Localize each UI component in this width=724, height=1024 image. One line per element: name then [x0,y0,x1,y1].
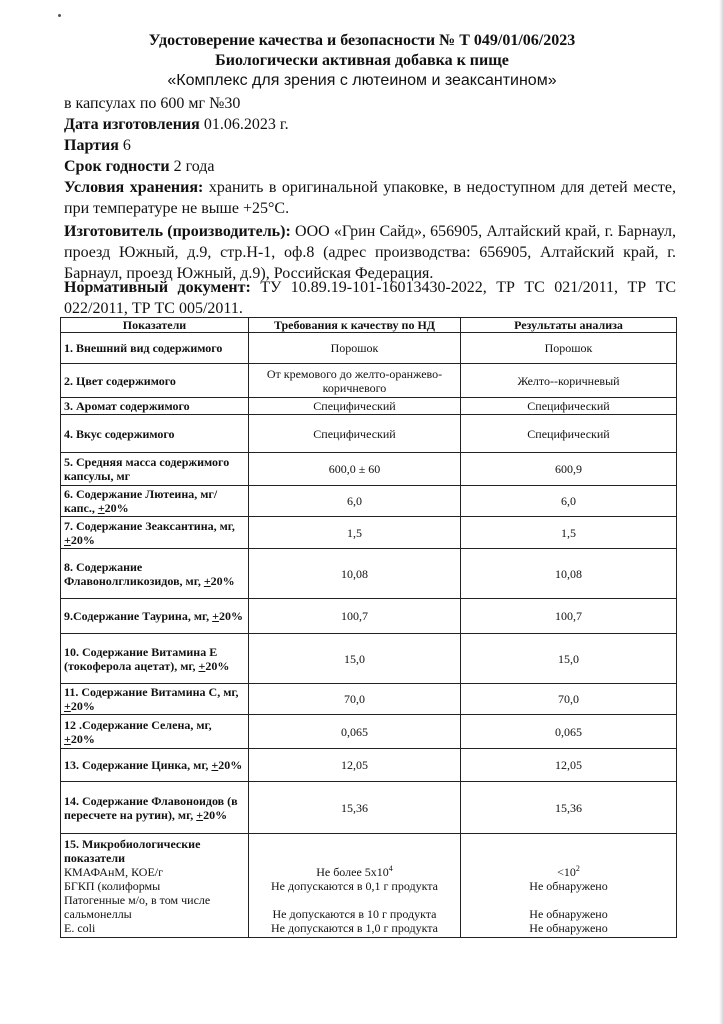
micro-bgkp-label: БГКП (колиформы [64,878,161,893]
storage-conditions [64,177,676,219]
micro-ecoli-label: E. coli [64,920,96,935]
batch-value: 6 [122,137,131,154]
micro-requirements-cell [249,834,461,938]
table-row [61,333,677,364]
product-name: «Комплекс для зрения с лютеином и зеаксантином» [167,72,557,89]
result-value: 12,05 [461,749,677,782]
micro-results-cell [461,834,677,938]
requirement-value: 1,5 [249,517,461,549]
micro-kmafanm-res: $<10^2$ [557,863,580,879]
table-row-microbiology [61,834,677,938]
micro-kmafanm-req: Не более $5х10^4$ [316,863,393,879]
requirement-value: 0,065 [249,715,461,749]
indicator-name: 6. Содержание Лютеина, мг/капс., +20% [61,486,249,517]
indicator-name: 13. Содержание Цинка, мг, +20% [61,749,249,782]
indicator-name: 10. Содержание Витамина Е (токоферола ацетат), мг, +20% [61,634,249,684]
micro-bgkp-res: Не обнаружено [529,878,608,893]
product-form: в капсулах по 600 мг №30 [64,95,241,112]
micro-title-line1: 15. Микробиологические [64,836,201,851]
result-value: 1,5 [461,517,677,549]
indicator-name: 4. Вкус содержимого [61,415,249,453]
storage-label: Условия хранения: [64,179,204,196]
indicator-name: 8. Содержание Флавонолгликозидов, мг, +20% [61,549,249,599]
manufacture-date-value: 01.06.2023 г. [203,116,289,133]
indicator-name: 9.Содержание Таурина, мг, +20% [61,599,249,634]
document-subtitle: Биологически активная добавка к пище [215,52,509,69]
micro-bgkp-req: Не допускаются в 0,1 г продукта [270,878,439,893]
table-row [61,749,677,782]
table-row [61,398,677,415]
manufacture-date-line [64,114,676,135]
table-header-row [61,318,677,333]
table-row [61,364,677,398]
manufacture-date-label: Дата изготовления [64,116,200,133]
indicator-name: 1. Внешний вид содержимого [61,333,249,364]
micro-title-line2: показатели [64,850,126,865]
requirement-value: Специфический [249,398,461,415]
requirement-value: От кремового до желто-оранжево-коричневого [249,364,461,398]
batch-label: Партия [64,137,119,154]
requirement-value: 15,0 [249,634,461,684]
micro-pathogens-label-line2: сальмонеллы [64,906,132,921]
result-value: Порошок [461,333,677,364]
result-value: Желто--коричневый [461,364,677,398]
table-row [61,634,677,684]
indicator-name: 11. Содержание Витамина С, мг, +20% [61,684,249,715]
indicator-name: 12 .Содержание Селена, мг, +20% [61,715,249,749]
result-value: 100,7 [461,599,677,634]
requirement-value: Специфический [249,415,461,453]
shelf-life-value: 2 года [173,158,215,175]
table-row [61,684,677,715]
column-header-requirements: Требования к качеству по НД [249,318,461,333]
requirement-value: 600,0 ± 60 [249,453,461,486]
micro-kmafanm-label: КМАФАнМ, КОЕ/г [64,864,164,879]
table-row [61,599,677,634]
table-row [61,453,677,486]
column-header-results: Результаты анализа [461,318,677,333]
requirement-value: 70,0 [249,684,461,715]
result-value: 600,9 [461,453,677,486]
result-value: 15,36 [461,782,677,834]
table-row [61,415,677,453]
micro-pathogens-res: Не обнаружено [529,906,608,921]
indicator-name: 5. Средняя масса содержимого капсулы, мг [61,453,249,486]
result-value: 70,0 [461,684,677,715]
manufacturer-label: Изготовитель (производитель): [64,223,291,240]
requirement-value: 6,0 [249,486,461,517]
indicator-name: 7. Содержание Зеаксантина, мг, +20% [61,517,249,549]
table-row [61,782,677,834]
shelf-life-line [64,156,676,177]
requirement-value: 12,05 [249,749,461,782]
normative-text: ТУ 10.89.19-101-16013430-2022, ТР ТС 021/2011, ТР ТС 022/2011, ТР ТС 005/2011. [64,279,677,317]
table-row [61,549,677,599]
batch-line [64,135,676,156]
normative-document [64,277,676,319]
normative-label: Нормативный документ: [64,279,251,296]
indicator-name: 3. Аромат содержимого [61,398,249,415]
scan-edge-shadow [719,0,724,1024]
micro-ecoli-res: Не обнаружено [529,920,608,935]
indicator-name: 2. Цвет содержимого [61,364,249,398]
result-value: 15,0 [461,634,677,684]
storage-text: хранить в оригинальной упаковке, в недоступном для детей месте, при температуре не выше +25°С. [64,179,677,217]
document-title: Удостоверение качества и безопасности № Т 049/01/06/2023 [148,32,576,49]
result-value: Специфический [461,398,677,415]
shelf-life-label: Срок годности [64,158,170,175]
table-row [61,715,677,749]
requirement-value: Порошок [249,333,461,364]
micro-pathogens-req: Не допускаются в 10 г продукта [272,906,437,921]
scan-speck [58,14,61,17]
result-value: 0,065 [461,715,677,749]
micro-pathogens-label-line1: Патогенные м/о, в том числе [64,892,211,907]
manufacturer-block [64,221,676,284]
column-header-indicators: Показатели [61,318,249,333]
micro-ecoli-req: Не допускаются в 1,0 г продукта [270,920,439,935]
table-row [61,517,677,549]
quality-table [60,317,677,938]
result-value: 6,0 [461,486,677,517]
micro-indicators-cell [61,834,249,938]
result-value: Специфический [461,415,677,453]
requirement-value: 10,08 [249,549,461,599]
result-value: 10,08 [461,549,677,599]
manufacturer-text: ООО «Грин Сайд», 656905, Алтайский край, г. Барнаул, проезд Южный, д.9, стр.Н-1, оф.8 (адрес производства: 656905, Алтайский край, г. Барнаул, проезд Южный, д.9), Российская Федерация. [64,223,677,282]
table-row [61,486,677,517]
requirement-value: 100,7 [249,599,461,634]
requirement-value: 15,36 [249,782,461,834]
indicator-name: 14. Содержание Флавоноидов (в пересчете на рутин), мг, +20% [61,782,249,834]
